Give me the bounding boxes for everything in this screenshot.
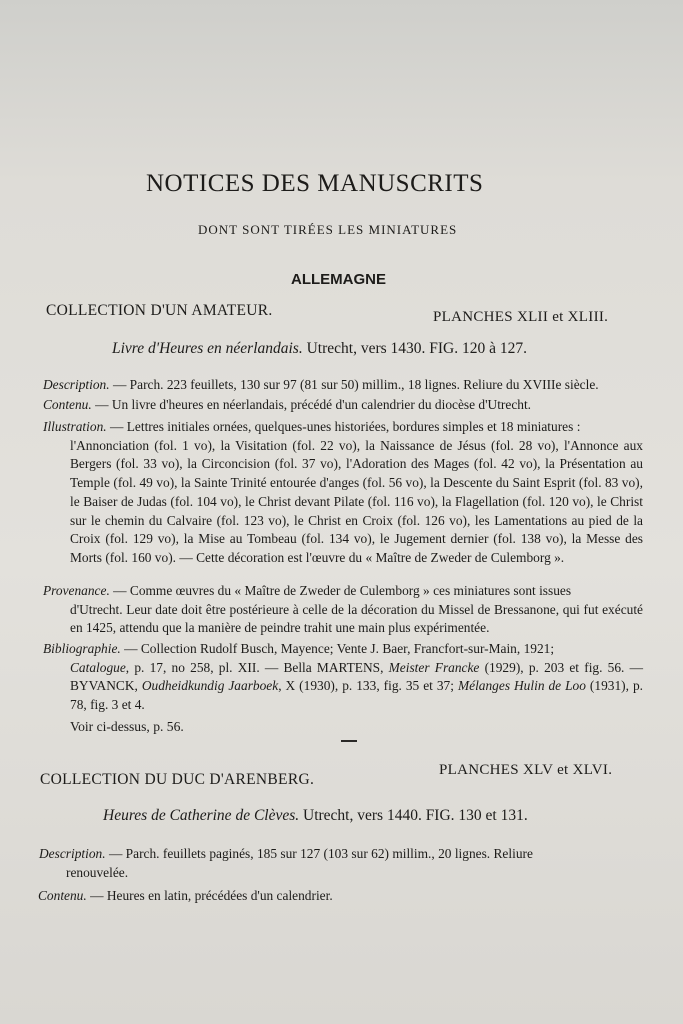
contenu-text: — Un livre d'heures en néerlandais, précédé d'un calendrier du diocèse d'Utrecht. <box>95 397 532 412</box>
biblio-part-h: (1931), p. 78, fig. 3 et 4. <box>70 678 644 713</box>
biblio-part-d: (1929), p. 203 et fig. 56. — BYVANCK, <box>70 659 643 694</box>
description-entry-1 <box>43 376 643 395</box>
description-text-first: — Parch. feuillets paginés, 185 sur 127 (103 sur 62) millim., 20 lignes. Reliure <box>108 846 533 861</box>
collection-heading-arenberg: COLLECTION DU DUC D'ARENBERG. <box>40 771 315 788</box>
illustration-text-first: — Lettres initiales ornées, quelques-unes historiées, bordures simples et 18 miniatures : <box>109 419 581 434</box>
illustration-entry <box>43 418 643 568</box>
provenance-text-first: — Comme œuvres du « Maître de Zweder de Culemborg » ces miniatures sont issues <box>113 583 572 598</box>
manuscript-title-1 <box>112 340 527 358</box>
biblio-melanges: Mélanges Hulin de Loo <box>457 678 586 694</box>
voir-reference: Voir ci-dessus, p. 56. <box>70 719 184 734</box>
biblio-catalogue: Catalogue <box>70 659 126 675</box>
contenu-label: Contenu. <box>43 397 92 412</box>
manuscript-origin: Utrecht, vers 1440. FIG. 130 et 131. <box>303 807 528 824</box>
collection-heading-amateur: COLLECTION D'UN AMATEUR. <box>46 302 273 319</box>
plates-reference-1: PLANCHES XLII et XLIII. <box>433 309 609 325</box>
manuscript-name: Heures de Catherine de Clèves. <box>103 807 300 824</box>
description-label: Description. <box>39 846 106 861</box>
bibliography-text-rest <box>43 659 643 715</box>
manuscript-name: Livre d'Heures en néerlandais. <box>112 340 303 357</box>
contenu-text: — Heures en latin, précédées d'un calendrier. <box>90 888 333 903</box>
biblio-part-f: , X (1930), p. 133, fig. 35 et 37; <box>278 678 458 694</box>
section-divider <box>341 740 357 742</box>
bibliography-text-first: — Collection Rudolf Busch, Mayence; Vente J. Baer, Francfort-sur-Main, 1921; <box>124 641 555 656</box>
biblio-meister-francke: Meister Francke <box>388 659 480 675</box>
manuscript-title-2 <box>103 807 528 825</box>
bibliography-label: Bibliographie. <box>43 641 121 656</box>
plates-reference-2: PLANCHES XLV et XLVI. <box>439 762 613 778</box>
contenu-label: Contenu. <box>38 888 87 903</box>
provenance-label: Provenance. <box>43 583 110 598</box>
biblio-part-b: , p. 17, no 258, pl. XII. — Bella MARTENS, <box>125 659 389 675</box>
description-entry-2 <box>39 845 639 882</box>
provenance-entry <box>43 582 643 638</box>
description-text: — Parch. 223 feuillets, 130 sur 97 (81 sur 50) millim., 18 lignes. Reliure du XVIIIe siècle. <box>112 377 599 392</box>
illustration-label: Illustration. <box>43 419 107 434</box>
manuscript-origin: Utrecht, vers 1430. FIG. 120 à 127. <box>306 340 527 357</box>
illustration-text-rest: l'Annonciation (fol. 1 vo), la Visitation (fol. 22 vo), la Naissance de Jésus (fol. 28 vo), l'Annonce aux Bergers (fol. 33 vo), la Circoncision (fol. 37 vo), l'Adoration des Mages (fol. 42 vo), la Présentation au Temple (fol. 49 vo), la Sainte Trinité entourée d'anges (fol. 56 vo), la Descente du Saint Esprit (fol. 83 vo), le Baiser de Judas (fol. 104 vo), le Christ devant Pilate (fol. 116 vo), la Flagellation (fol. 120 vo), le Christ sur le chemin du Calvaire (fol. 123 vo), le Christ en Croix (fol. 126 vo), les Lamentations au pied de la Croix (fol. 129 vo), la Mise au Tombeau (fol. 134 vo), le Jugement dernier (fol. 138 vo), la Messe des Morts (fol. 160 vo). — Cette décoration est l'œuvre du « Maître de Zweder de Culemborg ». <box>70 437 643 565</box>
provenance-text-rest: d'Utrecht. Leur date doit être postérieure à celle de la décoration du Missel de Bressanone, qui fut exécuté en 1425, attendu que la manière de peindre trahit une main plus expérimentée. <box>70 601 643 636</box>
country-heading: ALLEMAGNE <box>291 271 386 288</box>
bibliography-entry <box>43 640 643 715</box>
page-subtitle: DONT SONT TIRÉES LES MINIATURES <box>198 222 458 237</box>
description-text-rest: renouvelée. <box>66 864 129 880</box>
contenu-entry-1 <box>43 396 643 415</box>
contenu-entry-2 <box>38 887 638 906</box>
biblio-jaarboek: Oudheidkundig Jaarboek <box>141 678 279 694</box>
page-title: NOTICES DES MANUSCRITS <box>146 170 484 197</box>
description-label: Description. <box>43 377 110 392</box>
